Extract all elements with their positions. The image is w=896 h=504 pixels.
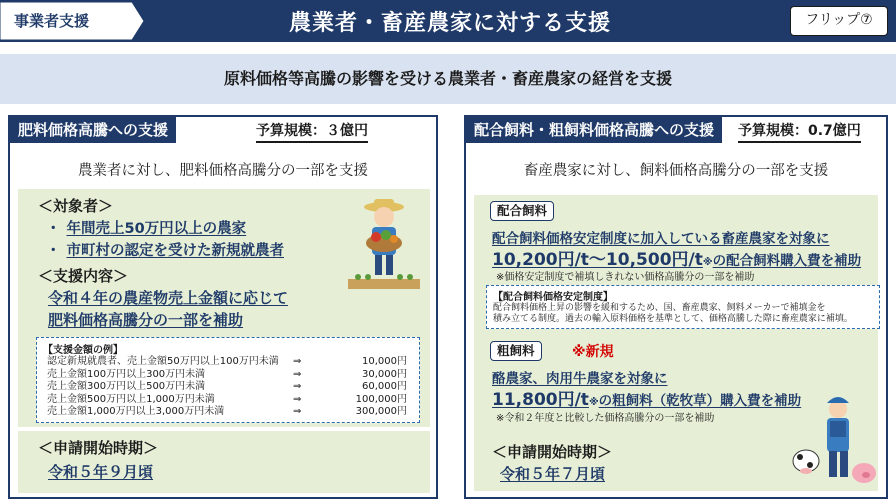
start-value: 令和５年７月頃 <box>500 465 606 483</box>
compound-feed-price-line <box>492 245 861 270</box>
summary-banner: 原料価格等高騰の影響を受ける農業者・畜産農家の経営を支援 <box>0 54 896 104</box>
header-bar <box>0 0 896 42</box>
support-content-line: 令和４年の農産物売上金額に応じて <box>48 289 289 307</box>
arrow-icon: ⇒ <box>293 356 302 367</box>
amount-label: 売上金額500万円以上1,000万円未満 <box>47 393 215 405</box>
amount-label: 認定新規就農者、売上金額50万円以上100万円未満 <box>47 356 279 367</box>
fertilizer-subtitle: 農業者に対し、肥料価格高騰分の一部を支援 <box>78 163 368 179</box>
price-stabilization-text: 配合飼料価格上昇の影響を緩和するため、国、畜産農家、飼料メーカーで補填金を <box>493 303 826 313</box>
amount-value: 60,000円 <box>362 381 407 392</box>
amount-row <box>43 381 413 394</box>
roughage-target: 酪農家、肉用牛農家を対象に <box>492 371 668 387</box>
price-stabilization-text: 積み立てる制度。過去の輸入原料価格を基準として、価格高騰した際に畜産農家に補填。 <box>493 314 853 324</box>
amount-label: 売上金額1,000万円以上3,000万円未満 <box>47 406 225 417</box>
page-title: 農業者・畜産農家に対する支援 <box>288 11 611 36</box>
feed-budget: 予算規模：0.7億円 <box>738 120 861 140</box>
target-item-text: 年間売上50万円以上の農家 <box>66 221 247 237</box>
amount-examples-box <box>36 337 420 423</box>
roughage-price: 11,800円/t <box>492 390 589 410</box>
support-content-heading: ＜支援内容＞ <box>38 267 129 285</box>
arrow-icon: ⇒ <box>293 381 302 392</box>
arrow-icon: ⇒ <box>293 406 302 417</box>
target-heading: ＜対象者＞ <box>38 197 114 215</box>
amount-row <box>43 394 413 407</box>
feed-details-box <box>474 195 878 491</box>
roughage-note: ※令和２年度と比較した価格高騰分の一部を補助 <box>496 413 715 424</box>
compound-feed-target: 配合飼料価格安定制度に加入している畜産農家を対象に <box>492 231 830 247</box>
fertilizer-support-panel <box>8 115 438 499</box>
arrow-icon: ⇒ <box>293 368 302 380</box>
price-stabilization-heading: 【配合飼料価格安定制度】 <box>493 292 613 303</box>
compound-feed-suffix: の配合飼料購入費を補助 <box>712 253 862 269</box>
roughage-tag: 粗飼料 <box>490 341 542 361</box>
amount-label: 売上金額300万円以上500万円未満 <box>47 381 206 392</box>
footnote-mark: ※ <box>702 257 713 268</box>
target-item-text: 市町村の認定を受けた新規就農者 <box>66 243 284 259</box>
amount-examples-heading: 【支援金額の例】 <box>43 345 123 356</box>
fertilizer-start-box <box>18 431 430 493</box>
amount-value: 30,000円 <box>362 368 407 380</box>
start-heading: ＜申請開始時期＞ <box>492 443 613 461</box>
price-stabilization-box <box>486 285 880 329</box>
target-item: ・ 年間売上50万円以上の農家 <box>46 221 247 237</box>
category-tag <box>0 0 146 42</box>
footnote-mark: ※ <box>588 397 599 408</box>
flip-number-badge: フリップ⑦ <box>790 6 888 36</box>
feed-panel-title: 配合飼料・粗飼料価格高騰への支援 <box>466 117 722 143</box>
fertilizer-panel-title: 肥料価格高騰への支援 <box>10 117 176 143</box>
fertilizer-budget: 予算規模：３億円 <box>256 120 368 140</box>
farmer-illustration <box>344 197 424 293</box>
feed-subtitle: 畜産農家に対し、飼料価格高騰分の一部を支援 <box>523 163 829 179</box>
compound-feed-tag: 配合飼料 <box>490 201 554 221</box>
amount-value: 300,000円 <box>355 406 407 417</box>
compound-feed-price: 10,200円/t～10,500円/t <box>492 250 703 270</box>
livestock-farmer-illustration <box>792 391 878 491</box>
target-item: ・ 市町村の認定を受けた新規就農者 <box>46 243 284 259</box>
roughage-price-line <box>492 385 801 410</box>
arrow-icon: ⇒ <box>293 393 302 405</box>
compound-feed-note: ※価格安定制度で補填しきれない価格高騰分の一部を補助 <box>496 272 755 283</box>
amount-value: 10,000円 <box>362 356 407 367</box>
new-badge: ※新規 <box>572 344 614 360</box>
amount-row <box>43 406 413 419</box>
roughage-suffix: の粗飼料（乾牧草）購入費を補助 <box>598 393 802 409</box>
start-value: 令和５年９月頃 <box>48 463 154 481</box>
amount-label: 売上金額100万円以上300万円未満 <box>47 368 206 380</box>
support-content-line: 肥料価格高騰分の一部を補助 <box>48 311 244 329</box>
feed-support-panel <box>464 115 888 499</box>
amount-row <box>43 356 413 369</box>
start-heading: ＜申請開始時期＞ <box>38 439 159 457</box>
amount-row <box>43 369 413 382</box>
category-tag-label: 事業者支援 <box>14 12 90 30</box>
amount-value: 100,000円 <box>355 393 407 405</box>
